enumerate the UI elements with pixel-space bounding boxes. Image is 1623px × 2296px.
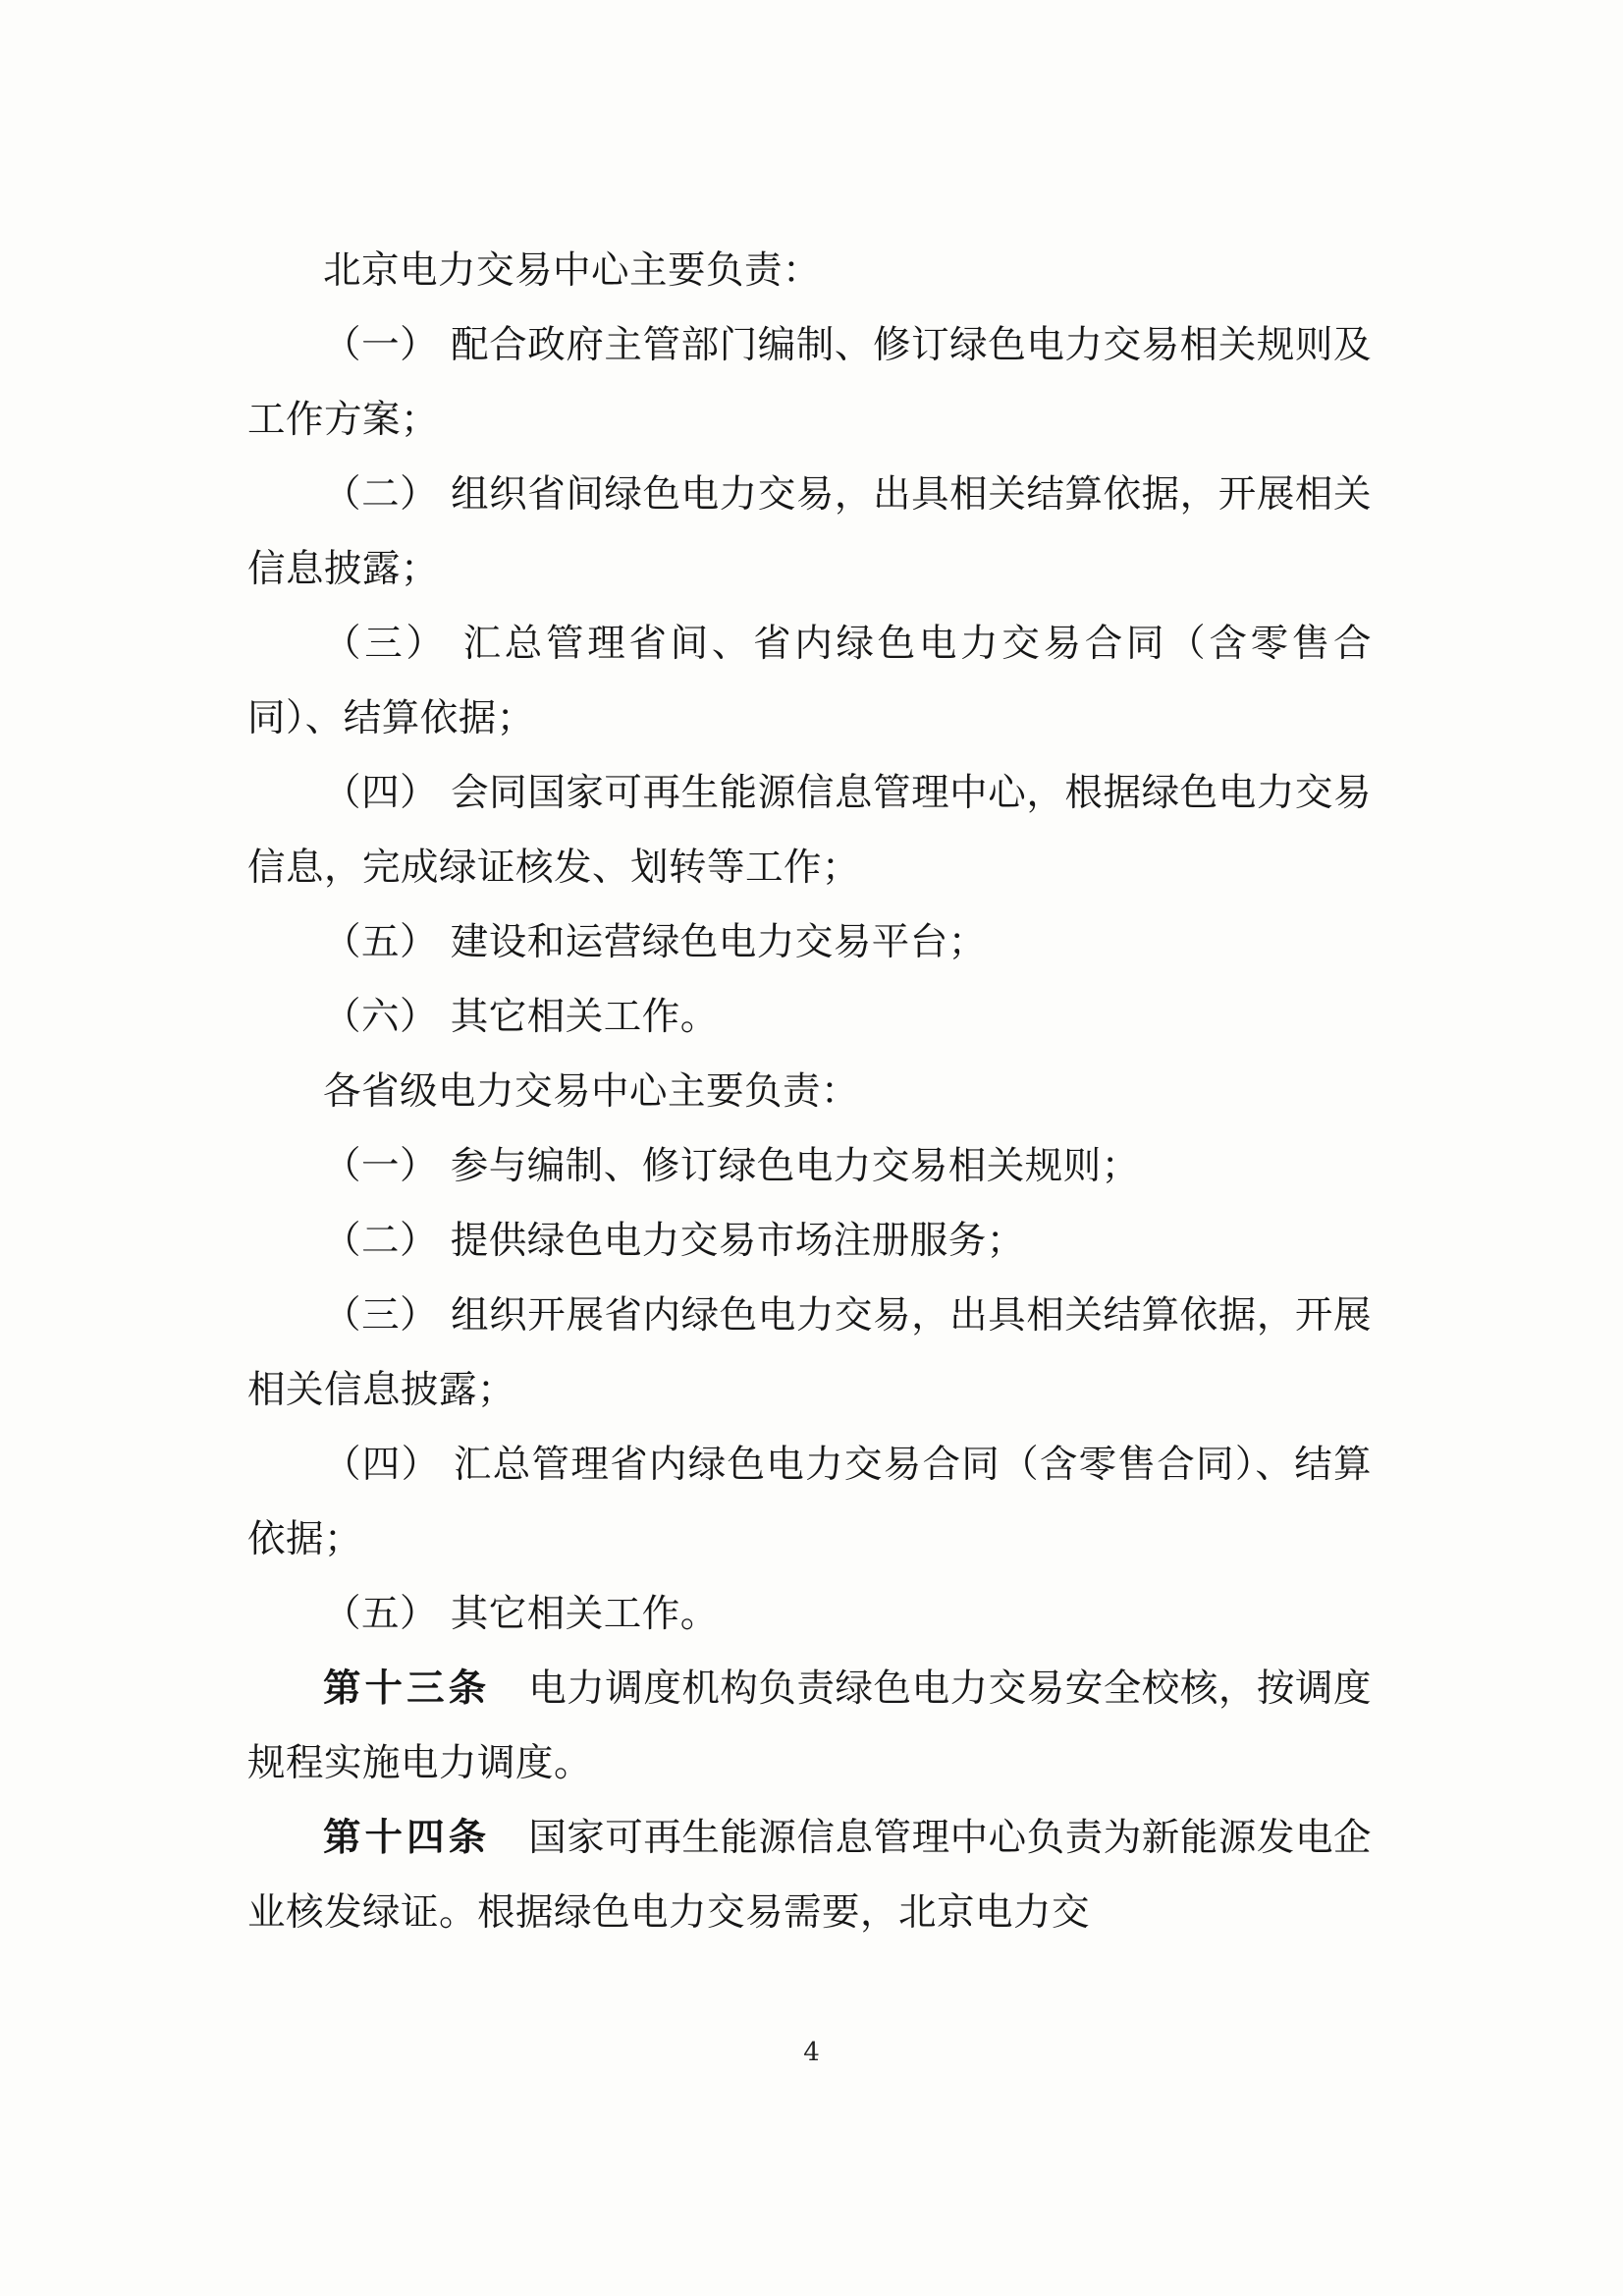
article-13 bbox=[247, 1652, 1372, 1801]
paragraph-item-2: （二） 组织省间绿色电力交易，出具相关结算依据，开展相关信息披露； bbox=[247, 472, 1372, 591]
document-body bbox=[247, 234, 1372, 1950]
article-13-number: 第十三条 bbox=[323, 1667, 491, 1711]
paragraph-provincial-center-heading: 各省级电力交易中心主要负责： bbox=[323, 1069, 860, 1114]
paragraph-item-3: （三） 汇总管理省间、省内绿色电力交易合同（含零售合同）、结算依据； bbox=[247, 622, 1372, 740]
article-14 bbox=[247, 1801, 1372, 1950]
paragraph-item-6: （六） 其它相关工作。 bbox=[323, 995, 719, 1039]
paragraph-beijing-center-heading: 北京电力交易中心主要负责： bbox=[323, 248, 822, 293]
paragraph-item-1: （一） 配合政府主管部门编制、修订绿色电力交易相关规则及工作方案； bbox=[247, 323, 1372, 442]
paragraph-prov-item-2: （二） 提供绿色电力交易市场注册服务； bbox=[323, 1219, 1025, 1263]
page-number: 4 bbox=[803, 2038, 820, 2067]
paragraph-prov-item-5: （五） 其它相关工作。 bbox=[323, 1592, 719, 1636]
paragraph-item-5: （五） 建设和运营绿色电力交易平台； bbox=[323, 920, 987, 964]
article-14-number: 第十四条 bbox=[323, 1816, 491, 1860]
paragraph-prov-item-4: （四） 汇总管理省内绿色电力交易合同（含零售合同）、结算依据； bbox=[247, 1443, 1372, 1561]
article-13-text: 电力调度机构负责绿色电力交易安全校核，按调度规程实施电力调度。 bbox=[247, 1667, 1372, 1785]
paragraph-item-4: （四） 会同国家可再生能源信息管理中心，根据绿色电力交易信息，完成绿证核发、划转等工作； bbox=[247, 771, 1372, 890]
article-14-text: 国家可再生能源信息管理中心负责为新能源发电企业核发绿证。根据绿色电力交易需要，北京电力交 bbox=[247, 1816, 1372, 1935]
paragraph-prov-item-1: （一） 参与编制、修订绿色电力交易相关规则； bbox=[323, 1144, 1140, 1188]
paragraph-prov-item-3: （三） 组织开展省内绿色电力交易，出具相关结算依据，开展相关信息披露； bbox=[247, 1293, 1372, 1412]
